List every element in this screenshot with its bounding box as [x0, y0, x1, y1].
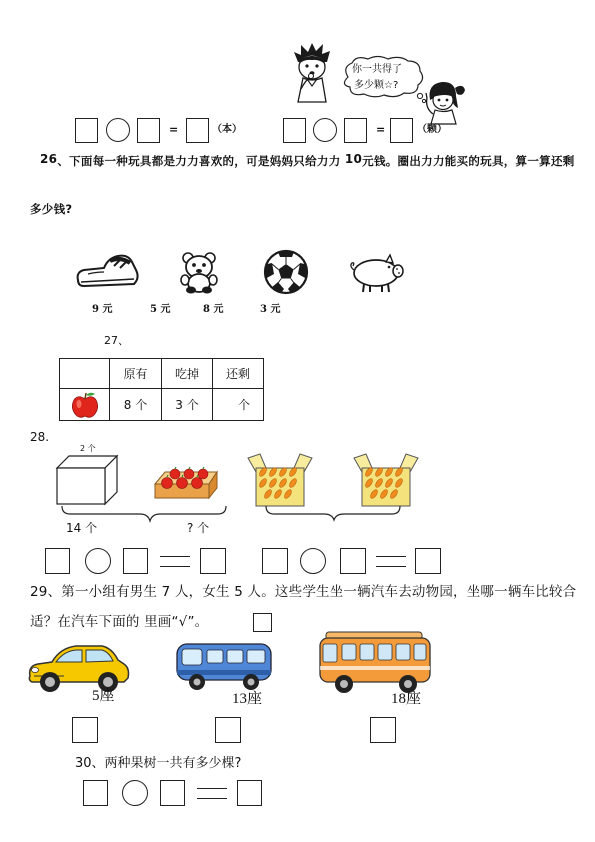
- operator-circle[interactable]: [122, 780, 148, 806]
- question-27-label: 27、: [104, 334, 129, 347]
- money-amount: 10: [344, 152, 363, 166]
- blue-bus-icon: [173, 638, 277, 694]
- answer-box[interactable]: [75, 118, 98, 143]
- operator-circle[interactable]: [300, 548, 326, 574]
- price-shoe: 9 元: [92, 304, 113, 315]
- brace-unknown-count: ? 个: [187, 521, 210, 535]
- checkmark-box-bus-18[interactable]: [370, 717, 396, 743]
- bubble-line-2: 多少颗☆?: [354, 80, 399, 91]
- equals-sign: =: [376, 123, 386, 136]
- question-29-line-1: 29、第一小组有男生 7 人，女生 5 人。这些学生坐一辆汽车去动物园，坐哪一辆车比较合: [30, 584, 577, 600]
- bus-18-seats-label: 18座: [391, 691, 422, 707]
- brace-right-group: [262, 504, 404, 526]
- checkmark-box-car[interactable]: [72, 717, 98, 743]
- unit-stars: （颗）: [417, 124, 447, 135]
- answer-box[interactable]: [262, 548, 288, 574]
- answer-box[interactable]: [45, 548, 70, 574]
- table-corner-cell: [60, 359, 110, 389]
- question-29-line-2: 适？在汽车下面的 里画“√”。: [30, 614, 209, 630]
- pig-icon: [348, 254, 408, 294]
- table-header-cell: 吃掉: [162, 359, 213, 389]
- checkmark-box-bus-13[interactable]: [215, 717, 241, 743]
- table-header-cell: 还剩: [213, 359, 264, 389]
- fruit-carton-icon: [352, 450, 420, 508]
- table-cell-original: 8 个: [110, 389, 162, 421]
- equals-sign: [197, 788, 227, 799]
- teddy-bear-icon: [176, 250, 224, 294]
- question-text: 、下面每一种玩具都是力力喜欢的，可是妈妈只给力力: [57, 154, 341, 168]
- operator-circle[interactable]: [313, 118, 337, 142]
- answer-box[interactable]: [200, 548, 226, 574]
- question-number: 26: [40, 152, 58, 166]
- answer-box[interactable]: [283, 118, 306, 143]
- cuboid-box-icon: [55, 452, 121, 508]
- equals-sign: [160, 556, 190, 567]
- fruit-carton-icon: [246, 450, 314, 508]
- answer-box[interactable]: [344, 118, 367, 143]
- apple-icon: [70, 391, 100, 419]
- question-30-text: 30、两种果树一共有多少棵?: [75, 756, 242, 771]
- answer-box[interactable]: [237, 780, 262, 806]
- answer-box[interactable]: [253, 613, 272, 632]
- question-text: 元钱。圈出力力能买的玩具，算一算还剩: [362, 154, 575, 168]
- car-icon: [24, 636, 132, 696]
- orange-bus-icon: [316, 630, 434, 698]
- answer-box[interactable]: [137, 118, 160, 143]
- question-28-label: 28.: [30, 430, 50, 444]
- equals-sign: =: [169, 123, 179, 136]
- apple-table: [59, 358, 264, 421]
- price-pig: 3 元: [260, 304, 281, 315]
- soccer-ball-icon: [262, 248, 310, 296]
- brace-known-count: 14 个: [66, 521, 98, 535]
- car-seats-label: 5座: [92, 688, 115, 704]
- price-bear: 5 元: [150, 304, 171, 315]
- question-26-line-2: 多少钱?: [30, 202, 73, 216]
- shoe-icon: [74, 250, 142, 292]
- table-row: [60, 389, 264, 421]
- question-26-line-1: [40, 152, 575, 168]
- answer-box[interactable]: [186, 118, 209, 143]
- operator-circle[interactable]: [85, 548, 111, 574]
- equals-sign: [376, 556, 406, 567]
- table-cell-remaining[interactable]: 个: [213, 389, 264, 421]
- bus-13-seats-label: 13座: [232, 691, 263, 707]
- price-ball: 8 元: [203, 304, 224, 315]
- box-count-label: 2 个: [80, 444, 96, 453]
- boy-icon: [289, 42, 337, 104]
- operator-circle[interactable]: [106, 118, 130, 142]
- answer-box[interactable]: [83, 780, 108, 806]
- bubble-line-1: 你一共得了: [352, 64, 402, 75]
- unit-books: （本）: [212, 124, 242, 135]
- table-header-row: [60, 359, 264, 389]
- table-header-cell: 原有: [110, 359, 162, 389]
- apple-tray-icon: [153, 464, 219, 504]
- answer-box[interactable]: [160, 780, 185, 806]
- answer-box[interactable]: [123, 548, 148, 574]
- answer-box[interactable]: [415, 548, 441, 574]
- answer-box[interactable]: [340, 548, 366, 574]
- table-icon-cell: [60, 389, 110, 421]
- girl-icon: [422, 78, 466, 124]
- table-cell-eaten: 3 个: [162, 389, 213, 421]
- answer-box[interactable]: [390, 118, 413, 143]
